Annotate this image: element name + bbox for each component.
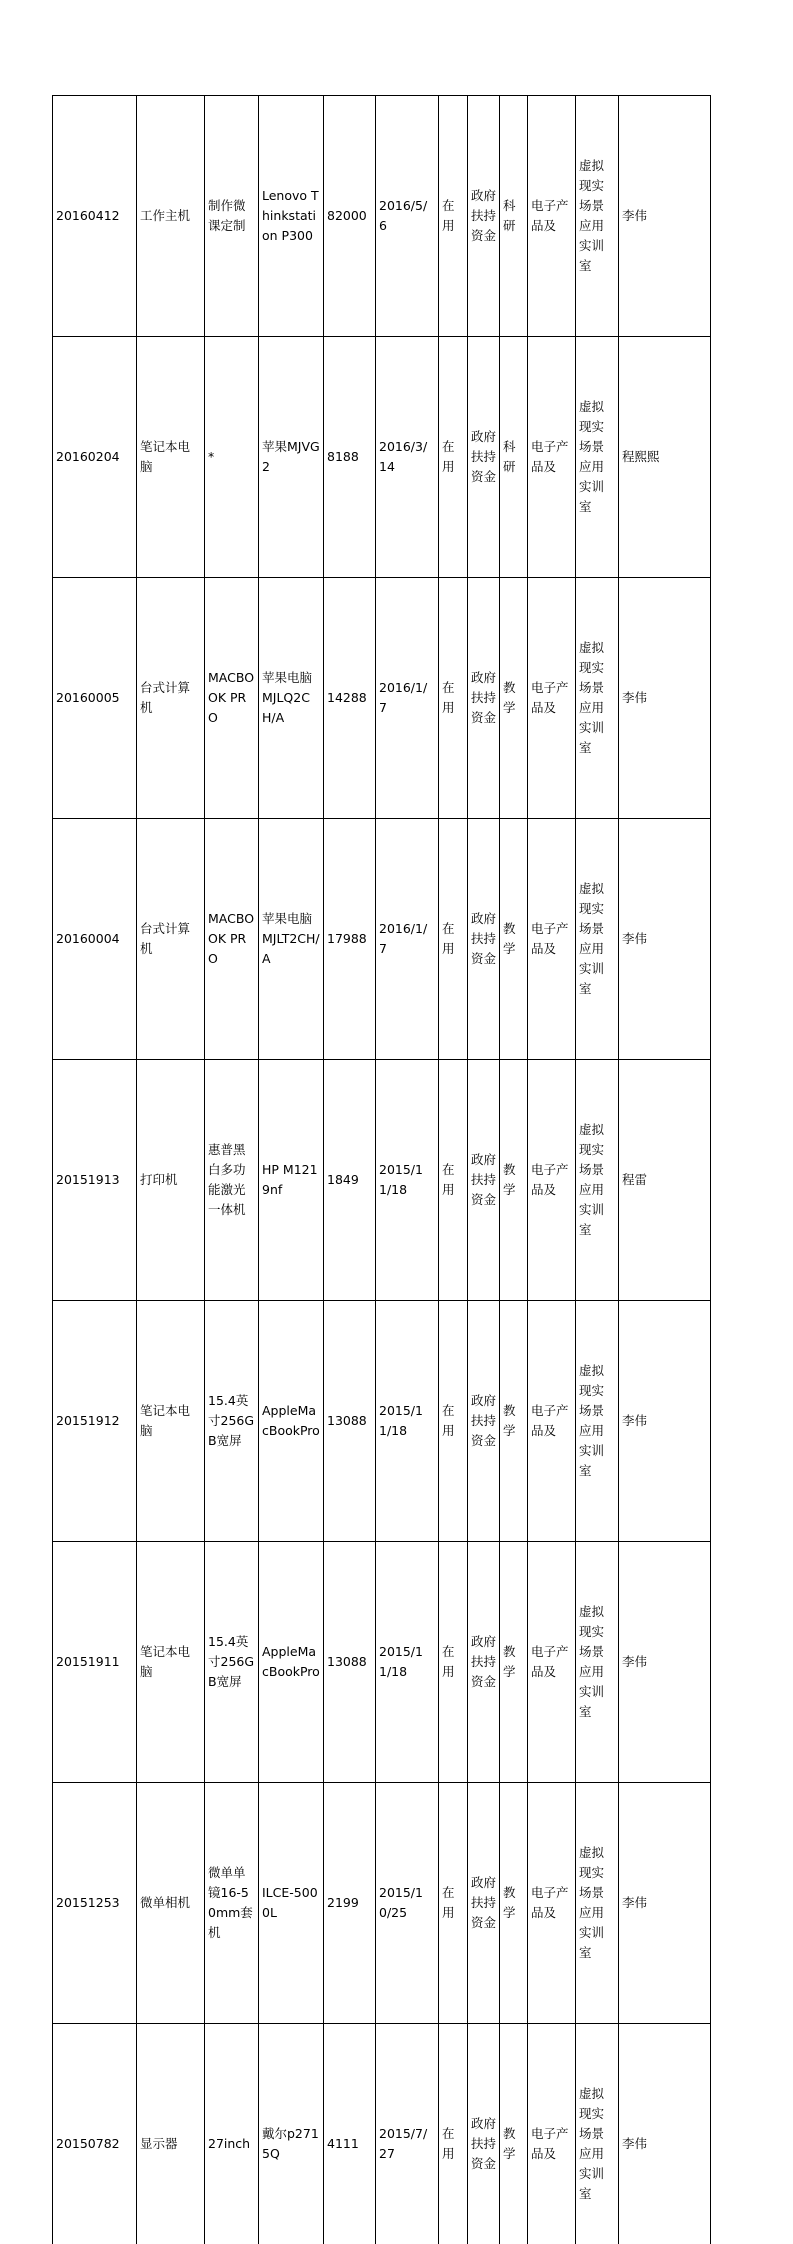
fund-source-cell bbox=[468, 578, 500, 819]
asset-name-cell bbox=[137, 1060, 205, 1301]
model-cell-text: Lenovo Thinkstation P300 bbox=[262, 186, 320, 246]
table-row bbox=[53, 1301, 711, 1542]
asset-name-cell-text: 显示器 bbox=[140, 2134, 201, 2154]
custodian-cell bbox=[619, 337, 711, 578]
usage-cell bbox=[500, 96, 528, 337]
table-row bbox=[53, 2024, 711, 2244]
model-cell bbox=[259, 819, 324, 1060]
status-cell-text: 在用 bbox=[442, 678, 464, 718]
asset-name-cell bbox=[137, 578, 205, 819]
department-cell bbox=[576, 1060, 619, 1301]
department-cell bbox=[576, 2024, 619, 2244]
fund-source-cell-text: 政府扶持资金 bbox=[471, 909, 496, 969]
model-cell-text: HP M1219nf bbox=[262, 1160, 320, 1200]
fund-source-cell-text: 政府扶持资金 bbox=[471, 1391, 496, 1451]
custodian-cell-text: 程熙熙 bbox=[622, 447, 707, 467]
asset-name-cell-text: 笔记本电脑 bbox=[140, 437, 201, 477]
category-cell bbox=[528, 1783, 576, 2024]
status-cell-text: 在用 bbox=[442, 1160, 464, 1200]
status-cell bbox=[439, 1783, 468, 2024]
status-cell-text: 在用 bbox=[442, 196, 464, 236]
purchase-date-cell-text: 2016/3/14 bbox=[379, 437, 435, 477]
fund-source-cell bbox=[468, 819, 500, 1060]
status-cell-text: 在用 bbox=[442, 919, 464, 959]
category-cell bbox=[528, 578, 576, 819]
purchase-date-cell-text: 2016/5/6 bbox=[379, 196, 435, 236]
asset-name-cell-text: 台式计算机 bbox=[140, 678, 201, 718]
department-cell-text: 虚拟现实场景应用实训室 bbox=[579, 2084, 615, 2204]
price-cell bbox=[324, 1301, 376, 1542]
custodian-cell-text: 李伟 bbox=[622, 2134, 707, 2154]
department-cell-text: 虚拟现实场景应用实训室 bbox=[579, 1120, 615, 1240]
usage-cell-text: 科研 bbox=[503, 437, 524, 477]
fund-source-cell-text: 政府扶持资金 bbox=[471, 1873, 496, 1933]
status-cell-text: 在用 bbox=[442, 1642, 464, 1682]
usage-cell-text: 教学 bbox=[503, 1883, 524, 1923]
price-cell-text: 4111 bbox=[327, 2134, 372, 2154]
custodian-cell bbox=[619, 2024, 711, 2244]
department-cell bbox=[576, 96, 619, 337]
custodian-cell bbox=[619, 578, 711, 819]
status-cell bbox=[439, 2024, 468, 2244]
usage-cell bbox=[500, 819, 528, 1060]
category-cell bbox=[528, 337, 576, 578]
purchase-date-cell-text: 2016/1/7 bbox=[379, 678, 435, 718]
status-cell bbox=[439, 819, 468, 1060]
model-cell-text: 戴尔p2715Q bbox=[262, 2124, 320, 2164]
spec-cell-text: 制作微课定制 bbox=[208, 196, 255, 236]
spec-cell bbox=[205, 337, 259, 578]
department-cell-text: 虚拟现实场景应用实训室 bbox=[579, 1602, 615, 1722]
purchase-date-cell bbox=[376, 337, 439, 578]
department-cell-text: 虚拟现实场景应用实训室 bbox=[579, 1361, 615, 1481]
fund-source-cell bbox=[468, 1783, 500, 2024]
department-cell-text: 虚拟现实场景应用实训室 bbox=[579, 397, 615, 517]
model-cell bbox=[259, 1301, 324, 1542]
asset-name-cell bbox=[137, 1783, 205, 2024]
usage-cell bbox=[500, 1301, 528, 1542]
purchase-date-cell-text: 2015/7/27 bbox=[379, 2124, 435, 2164]
model-cell-text: AppleMacBookPro bbox=[262, 1642, 320, 1682]
department-cell bbox=[576, 578, 619, 819]
spec-cell-text: 15.4英寸256GB宽屏 bbox=[208, 1391, 255, 1451]
spec-cell bbox=[205, 1301, 259, 1542]
asset-id-cell-text: 20150782 bbox=[56, 2134, 133, 2154]
price-cell-text: 1849 bbox=[327, 1170, 372, 1190]
price-cell-text: 2199 bbox=[327, 1893, 372, 1913]
spec-cell bbox=[205, 96, 259, 337]
fund-source-cell bbox=[468, 1301, 500, 1542]
status-cell bbox=[439, 1542, 468, 1783]
spec-cell-text: * bbox=[208, 447, 255, 467]
price-cell-text: 82000 bbox=[327, 206, 372, 226]
asset-id-cell-text: 20160005 bbox=[56, 688, 133, 708]
usage-cell bbox=[500, 1783, 528, 2024]
model-cell bbox=[259, 337, 324, 578]
model-cell bbox=[259, 2024, 324, 2244]
asset-id-cell-text: 20160004 bbox=[56, 929, 133, 949]
asset-id-cell bbox=[53, 96, 137, 337]
usage-cell-text: 教学 bbox=[503, 2124, 524, 2164]
department-cell bbox=[576, 1301, 619, 1542]
asset-id-cell bbox=[53, 1301, 137, 1542]
department-cell bbox=[576, 337, 619, 578]
status-cell bbox=[439, 578, 468, 819]
status-cell bbox=[439, 1060, 468, 1301]
price-cell bbox=[324, 1542, 376, 1783]
asset-id-cell bbox=[53, 1783, 137, 2024]
spec-cell bbox=[205, 578, 259, 819]
asset-name-cell-text: 笔记本电脑 bbox=[140, 1642, 201, 1682]
asset-id-cell-text: 20160204 bbox=[56, 447, 133, 467]
fund-source-cell bbox=[468, 1060, 500, 1301]
category-cell bbox=[528, 96, 576, 337]
purchase-date-cell-text: 2015/11/18 bbox=[379, 1160, 435, 1200]
status-cell-text: 在用 bbox=[442, 2124, 464, 2164]
asset-id-cell-text: 20151253 bbox=[56, 1893, 133, 1913]
fund-source-cell-text: 政府扶持资金 bbox=[471, 668, 496, 728]
price-cell-text: 13088 bbox=[327, 1652, 372, 1672]
purchase-date-cell bbox=[376, 1783, 439, 2024]
department-cell-text: 虚拟现实场景应用实训室 bbox=[579, 1843, 615, 1963]
usage-cell-text: 科研 bbox=[503, 196, 524, 236]
price-cell-text: 13088 bbox=[327, 1411, 372, 1431]
spec-cell bbox=[205, 1060, 259, 1301]
purchase-date-cell bbox=[376, 1060, 439, 1301]
purchase-date-cell bbox=[376, 1301, 439, 1542]
asset-id-cell-text: 20151911 bbox=[56, 1652, 133, 1672]
department-cell bbox=[576, 1783, 619, 2024]
status-cell bbox=[439, 96, 468, 337]
fund-source-cell bbox=[468, 2024, 500, 2244]
usage-cell-text: 教学 bbox=[503, 1642, 524, 1682]
asset-name-cell-text: 工作主机 bbox=[140, 206, 201, 226]
purchase-date-cell bbox=[376, 819, 439, 1060]
custodian-cell bbox=[619, 1301, 711, 1542]
asset-name-cell bbox=[137, 819, 205, 1060]
custodian-cell bbox=[619, 1060, 711, 1301]
category-cell bbox=[528, 819, 576, 1060]
spec-cell bbox=[205, 819, 259, 1060]
usage-cell bbox=[500, 578, 528, 819]
table-row bbox=[53, 1542, 711, 1783]
custodian-cell bbox=[619, 96, 711, 337]
model-cell-text: ILCE-5000L bbox=[262, 1883, 320, 1923]
department-cell bbox=[576, 1542, 619, 1783]
model-cell bbox=[259, 1060, 324, 1301]
custodian-cell-text: 李伟 bbox=[622, 206, 707, 226]
model-cell bbox=[259, 578, 324, 819]
fund-source-cell bbox=[468, 1542, 500, 1783]
table-row bbox=[53, 1060, 711, 1301]
status-cell-text: 在用 bbox=[442, 1401, 464, 1441]
category-cell-text: 电子产品及 bbox=[531, 1160, 572, 1200]
spec-cell-text: 27inch bbox=[208, 2134, 255, 2154]
purchase-date-cell-text: 2015/11/18 bbox=[379, 1642, 435, 1682]
asset-name-cell-text: 笔记本电脑 bbox=[140, 1401, 201, 1441]
usage-cell bbox=[500, 2024, 528, 2244]
purchase-date-cell bbox=[376, 1542, 439, 1783]
category-cell bbox=[528, 1542, 576, 1783]
spec-cell bbox=[205, 2024, 259, 2244]
asset-id-cell-text: 20160412 bbox=[56, 206, 133, 226]
asset-id-cell bbox=[53, 819, 137, 1060]
table-body bbox=[53, 96, 711, 2244]
fund-source-cell-text: 政府扶持资金 bbox=[471, 427, 496, 487]
asset-name-cell bbox=[137, 337, 205, 578]
category-cell-text: 电子产品及 bbox=[531, 1883, 572, 1923]
asset-id-cell-text: 20151912 bbox=[56, 1411, 133, 1431]
purchase-date-cell-text: 2016/1/7 bbox=[379, 919, 435, 959]
purchase-date-cell-text: 2015/10/25 bbox=[379, 1883, 435, 1923]
category-cell bbox=[528, 1060, 576, 1301]
spec-cell-text: MACBOOK PRO bbox=[208, 909, 255, 969]
price-cell-text: 17988 bbox=[327, 929, 372, 949]
table-row bbox=[53, 819, 711, 1060]
table-row bbox=[53, 96, 711, 337]
model-cell bbox=[259, 1783, 324, 2024]
price-cell bbox=[324, 819, 376, 1060]
spec-cell-text: 惠普黑白多功能激光一体机 bbox=[208, 1140, 255, 1220]
model-cell-text: 苹果电脑MJLT2CH/A bbox=[262, 909, 320, 969]
spec-cell-text: 15.4英寸256GB宽屏 bbox=[208, 1632, 255, 1692]
asset-id-cell bbox=[53, 337, 137, 578]
asset-id-cell bbox=[53, 1060, 137, 1301]
category-cell bbox=[528, 1301, 576, 1542]
usage-cell-text: 教学 bbox=[503, 678, 524, 718]
department-cell-text: 虚拟现实场景应用实训室 bbox=[579, 879, 615, 999]
usage-cell-text: 教学 bbox=[503, 1160, 524, 1200]
custodian-cell-text: 李伟 bbox=[622, 1893, 707, 1913]
price-cell-text: 8188 bbox=[327, 447, 372, 467]
custodian-cell bbox=[619, 819, 711, 1060]
purchase-date-cell bbox=[376, 578, 439, 819]
custodian-cell bbox=[619, 1783, 711, 2024]
status-cell bbox=[439, 1301, 468, 1542]
usage-cell bbox=[500, 1060, 528, 1301]
asset-table bbox=[52, 95, 711, 2244]
custodian-cell bbox=[619, 1542, 711, 1783]
asset-name-cell-text: 打印机 bbox=[140, 1170, 201, 1190]
model-cell bbox=[259, 96, 324, 337]
status-cell-text: 在用 bbox=[442, 437, 464, 477]
model-cell bbox=[259, 1542, 324, 1783]
usage-cell-text: 教学 bbox=[503, 1401, 524, 1441]
department-cell-text: 虚拟现实场景应用实训室 bbox=[579, 156, 615, 276]
asset-name-cell bbox=[137, 96, 205, 337]
fund-source-cell-text: 政府扶持资金 bbox=[471, 186, 496, 246]
department-cell-text: 虚拟现实场景应用实训室 bbox=[579, 638, 615, 758]
purchase-date-cell bbox=[376, 96, 439, 337]
price-cell bbox=[324, 578, 376, 819]
price-cell bbox=[324, 1783, 376, 2024]
asset-id-cell-text: 20151913 bbox=[56, 1170, 133, 1190]
asset-id-cell bbox=[53, 2024, 137, 2244]
price-cell bbox=[324, 2024, 376, 2244]
usage-cell-text: 教学 bbox=[503, 919, 524, 959]
price-cell bbox=[324, 1060, 376, 1301]
custodian-cell-text: 李伟 bbox=[622, 688, 707, 708]
fund-source-cell-text: 政府扶持资金 bbox=[471, 1632, 496, 1692]
status-cell-text: 在用 bbox=[442, 1883, 464, 1923]
asset-name-cell bbox=[137, 1542, 205, 1783]
spec-cell bbox=[205, 1542, 259, 1783]
category-cell-text: 电子产品及 bbox=[531, 2124, 572, 2164]
price-cell bbox=[324, 96, 376, 337]
purchase-date-cell bbox=[376, 2024, 439, 2244]
category-cell-text: 电子产品及 bbox=[531, 196, 572, 236]
asset-name-cell-text: 微单相机 bbox=[140, 1893, 201, 1913]
model-cell-text: 苹果MJVG2 bbox=[262, 437, 320, 477]
asset-name-cell-text: 台式计算机 bbox=[140, 919, 201, 959]
spec-cell bbox=[205, 1783, 259, 2024]
spec-cell-text: MACBOOK PRO bbox=[208, 668, 255, 728]
custodian-cell-text: 李伟 bbox=[622, 929, 707, 949]
asset-id-cell bbox=[53, 578, 137, 819]
table-row bbox=[53, 1783, 711, 2024]
model-cell-text: 苹果电脑MJLQ2CH/A bbox=[262, 668, 320, 728]
usage-cell bbox=[500, 337, 528, 578]
status-cell bbox=[439, 337, 468, 578]
purchase-date-cell-text: 2015/11/18 bbox=[379, 1401, 435, 1441]
fund-source-cell-text: 政府扶持资金 bbox=[471, 1150, 496, 1210]
asset-name-cell bbox=[137, 2024, 205, 2244]
price-cell bbox=[324, 337, 376, 578]
category-cell-text: 电子产品及 bbox=[531, 437, 572, 477]
custodian-cell-text: 李伟 bbox=[622, 1652, 707, 1672]
custodian-cell-text: 程雷 bbox=[622, 1170, 707, 1190]
fund-source-cell bbox=[468, 96, 500, 337]
category-cell-text: 电子产品及 bbox=[531, 678, 572, 718]
spec-cell-text: 微单单镜16-50mm套机 bbox=[208, 1863, 255, 1943]
table-row bbox=[53, 578, 711, 819]
custodian-cell-text: 李伟 bbox=[622, 1411, 707, 1431]
table-row bbox=[53, 337, 711, 578]
price-cell-text: 14288 bbox=[327, 688, 372, 708]
model-cell-text: AppleMacBookPro bbox=[262, 1401, 320, 1441]
category-cell-text: 电子产品及 bbox=[531, 919, 572, 959]
department-cell bbox=[576, 819, 619, 1060]
usage-cell bbox=[500, 1542, 528, 1783]
asset-id-cell bbox=[53, 1542, 137, 1783]
category-cell-text: 电子产品及 bbox=[531, 1642, 572, 1682]
asset-name-cell bbox=[137, 1301, 205, 1542]
fund-source-cell bbox=[468, 337, 500, 578]
category-cell-text: 电子产品及 bbox=[531, 1401, 572, 1441]
fund-source-cell-text: 政府扶持资金 bbox=[471, 2114, 496, 2174]
category-cell bbox=[528, 2024, 576, 2244]
